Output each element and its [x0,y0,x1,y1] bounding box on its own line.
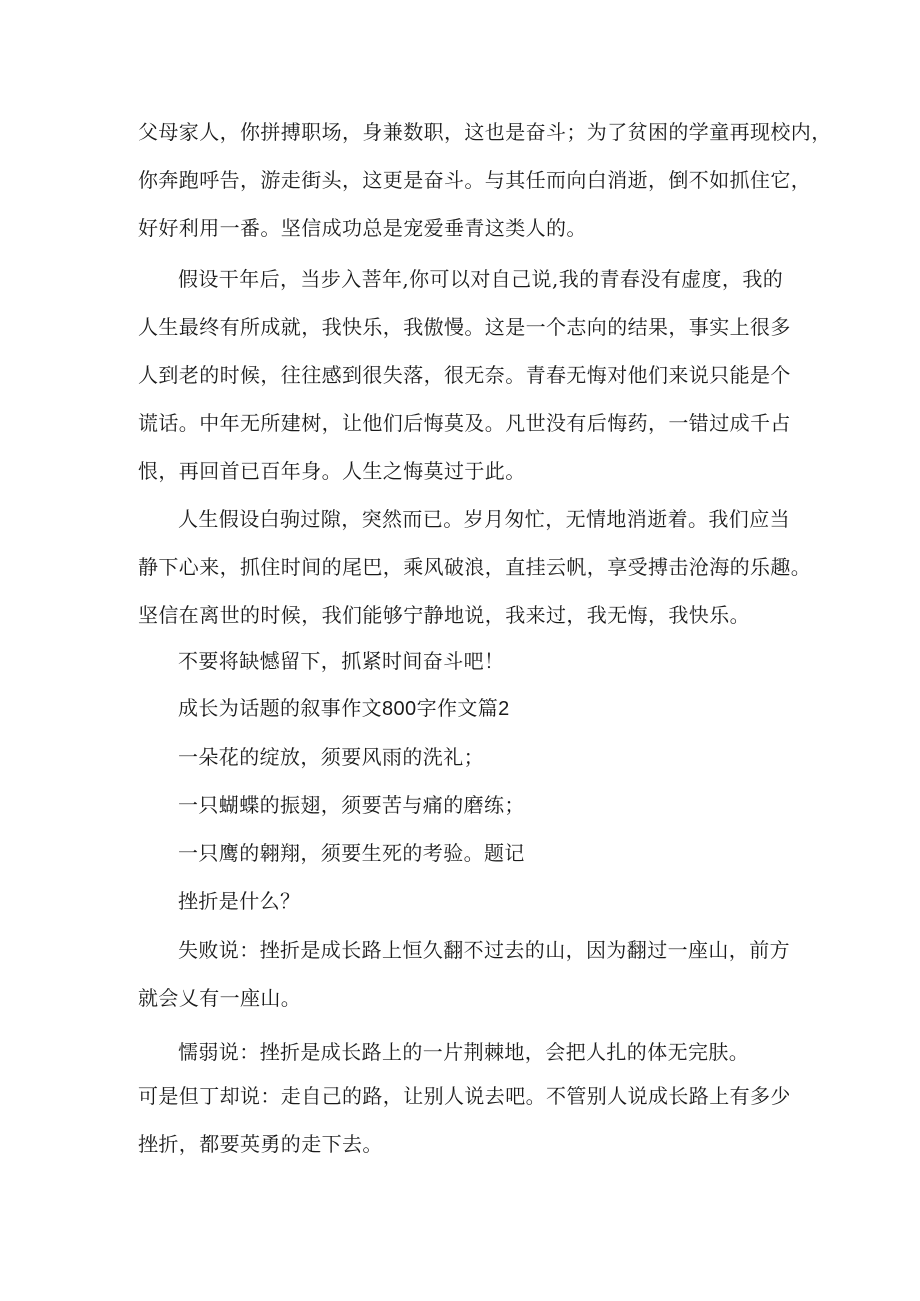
text-line: 挫折，都要英勇的走下去。 [138,1132,383,1156]
paragraph [138,829,788,877]
paragraph [138,637,788,685]
paragraph [138,733,788,781]
text-line: 可是但丁却说：走自己的路，让别人说去吧。不管别人说成长路上有多少 [138,1084,791,1108]
text-line: 挫折是什么？ [178,889,301,913]
paragraph [138,781,788,829]
paragraph [138,1072,791,1168]
text-line: 坚信在离世的时候，我们能够宁静地说，我来过，我无悔，我快乐。 [138,603,750,627]
text-line: 一只鹰的翱翔，须要生死的考验。题记 [178,841,525,865]
paragraph [138,108,832,252]
text-line: 懦弱说：挫折是成长路上的一片荆棘地，会把人扎的体无完肤。 [178,1040,750,1064]
heading-text: 成长为话题的叙事作文800字作文篇2 [178,698,510,720]
text-line: 假设干年后，当步入菩年,你可以对自己说,我的青春没有虚度，我的 [178,267,784,291]
text-line: 人生假设白驹过隙，突然而已。岁月匆忙，无情地消逝着。我们应当 [178,507,790,531]
paragraph [138,877,788,925]
text-line: 你奔跑呼告，游走街头，这更是奋斗。与其任而向白消逝，倒不如抓住它， [138,168,812,192]
text-line: 静下心来，抓住时间的尾巴，乘风破浪，直挂云帆，享受搏击沧海的乐趣。 [138,555,812,579]
text-line: 人到老的时候，往往感到很失落，很无奈。青春无悔对他们来说只能是个 [138,363,791,387]
text-line: 好好利用一番。坚信成功总是宠爱垂青这类人的。 [138,216,587,240]
text-line: 谎话。中年无所建树，让他们后悔莫及。凡世没有后悔药，一错过成千占 [138,411,791,435]
paragraph [138,495,812,639]
text-line: 一只蝴蝶的振翅，须要苦与痛的磨练； [178,793,525,817]
paragraph [138,255,791,495]
paragraph [138,926,788,1022]
text-line: 父母家人，你拼搏职场，身兼数职，这也是奋斗；为了贫困的学童再现校内， [138,120,832,144]
text-line: 就会乂有一座山。 [138,986,302,1010]
text-line: 恨，再回首已百年身。人生之悔莫过于此。 [138,459,526,483]
text-line: 失败说：挫折是成长路上恒久翻不过去的山，因为翻过一座山，前方 [178,938,790,962]
text-line: 人生最终有所成就，我快乐，我傲慢。这是一个志向的结果，事实上很多 [138,315,791,339]
section-heading [138,685,788,733]
paragraph [138,1028,788,1076]
text-line: 不要将缺憾留下，抓紧时间奋斗吧！ [178,649,505,673]
text-line: 一朵花的绽放，须要风雨的洗礼； [178,745,484,769]
